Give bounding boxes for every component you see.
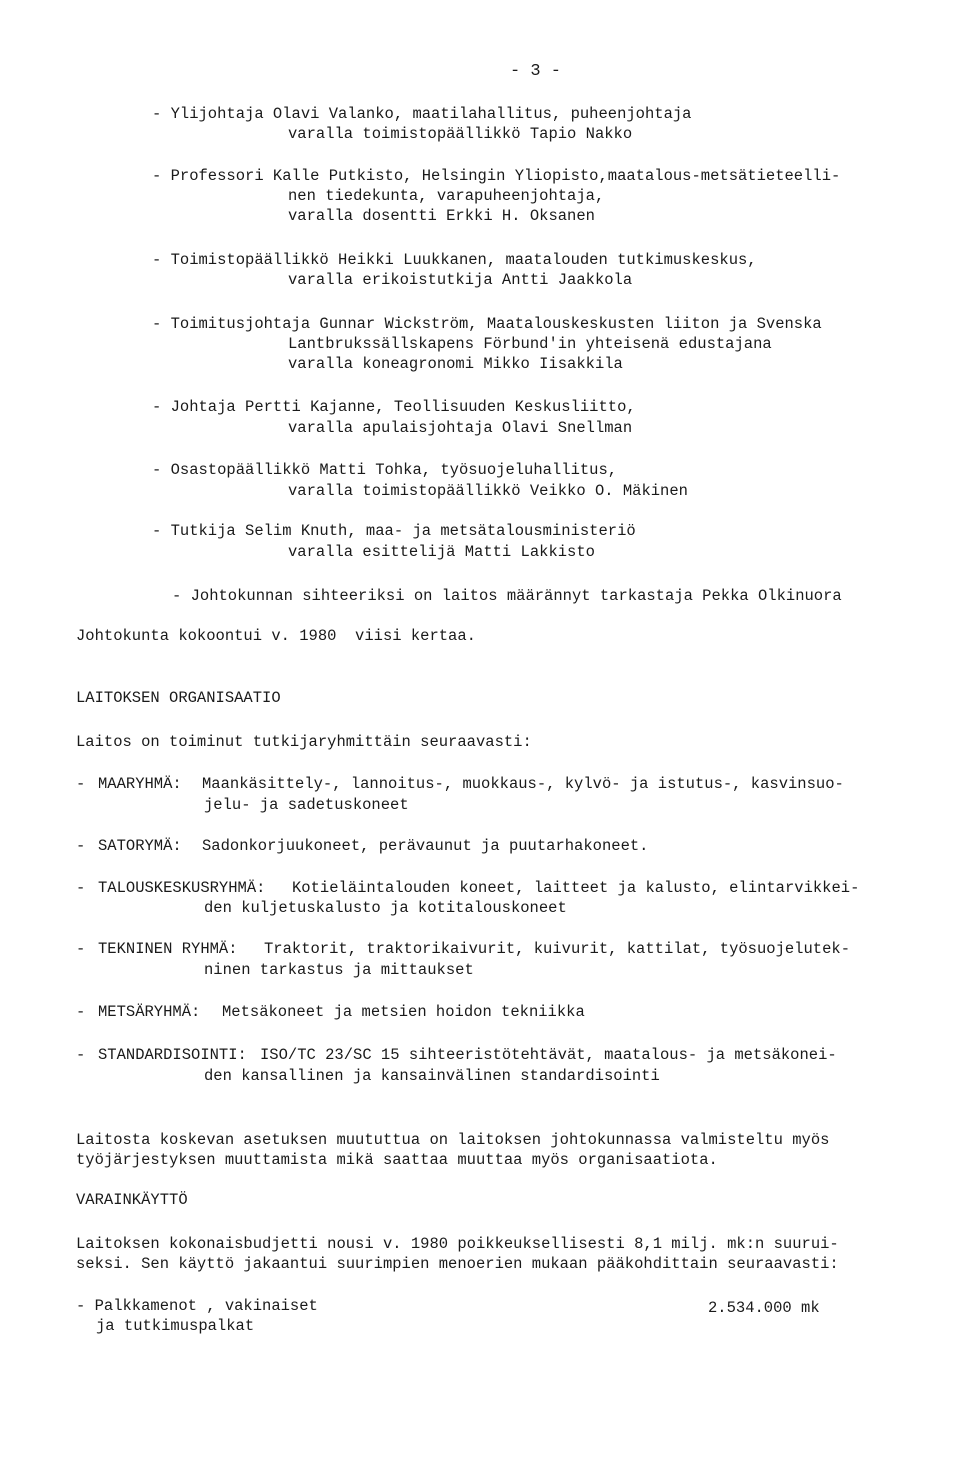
research-group-text: Maankäsittely-, lannoitus-, muokkaus-, kylvö- ja istutus-, kasvinsuo- xyxy=(202,775,844,793)
research-group-continuation: den kansallinen ja kansainvälinen standardisointi xyxy=(204,1067,660,1085)
funds-intro-line: seksi. Sen käyttö jakaantui suurimpien menoerien mukaan pääkohdittain seuraavasti: xyxy=(76,1255,839,1273)
secretary-line: - Johtokunnan sihteeriksi on laitos määrännyt tarkastaja Pekka Olkinuora xyxy=(172,587,842,605)
research-group-label: SATORYMÄ: xyxy=(98,837,182,855)
org-note-line: Laitosta koskevan asetuksen muututtua on laitoksen johtokunnassa valmisteltu myös xyxy=(76,1131,830,1149)
board-member-deputy: varalla erikoistutkija Antti Jaakkola xyxy=(288,271,633,289)
research-group-label: TALOUSKESKUSRYHMÄ: xyxy=(98,879,266,897)
research-group-text: ISO/TC 23/SC 15 sihteeristötehtävät, maatalous- ja metsäkonei- xyxy=(260,1046,837,1064)
meetings-line: Johtokunta kokoontui v. 1980 viisi kertaa. xyxy=(76,627,476,645)
funds-intro-line: Laitoksen kokonaisbudjetti nousi v. 1980 poikkeuksellisesti 8,1 milj. mk:n suurui- xyxy=(76,1235,839,1253)
research-group-continuation: den kuljetuskalusto ja kotitalouskoneet xyxy=(204,899,567,917)
research-group-label: TEKNINEN RYHMÄ: xyxy=(98,940,238,958)
board-member-line: - Ylijohtaja Olavi Valanko, maatilahallitus, puheenjohtaja xyxy=(152,105,692,123)
board-member-deputy: varalla toimistopäällikkö Veikko O. Mäkinen xyxy=(288,482,688,500)
board-member-line: - Toimitusjohtaja Gunnar Wickström, Maatalouskeskusten liiton ja Svenska xyxy=(152,315,822,333)
org-heading: LAITOKSEN ORGANISAATIO xyxy=(76,689,281,707)
board-member-deputy: varalla toimistopäällikkö Tapio Nakko xyxy=(288,125,633,143)
research-group-label: MAARYHMÄ: xyxy=(98,775,182,793)
research-group-label: METSÄRYHMÄ: xyxy=(98,1003,201,1021)
funds-heading: VARAINKÄYTTÖ xyxy=(76,1191,188,1209)
board-member-line: Lantbrukssällskapens Förbund'in yhteisenä edustajana xyxy=(288,335,772,353)
research-group-text: Metsäkoneet ja metsien hoidon tekniikka xyxy=(222,1003,585,1021)
list-dash: - xyxy=(76,879,86,897)
board-member-line: - Toimistopäällikkö Heikki Luukkanen, maatalouden tutkimuskeskus, xyxy=(152,251,757,269)
research-group-continuation: jelu- ja sadetuskoneet xyxy=(204,796,409,814)
board-member-line: nen tiedekunta, varapuheenjohtaja, xyxy=(288,187,605,205)
list-dash: - xyxy=(76,775,86,793)
list-dash: - xyxy=(76,940,86,958)
research-group-text: Sadonkorjuukoneet, perävaunut ja puutarhakoneet. xyxy=(202,837,649,855)
budget-item-label-cont: ja tutkimuspalkat xyxy=(96,1317,255,1335)
research-group-label: STANDARDISOINTI: xyxy=(98,1046,247,1064)
org-intro: Laitos on toiminut tutkijaryhmittäin seuraavasti: xyxy=(76,733,532,751)
list-dash: - xyxy=(76,1003,86,1021)
board-member-line: - Professori Kalle Putkisto, Helsingin Yliopisto,maatalous-metsätieteelli- xyxy=(152,167,841,185)
board-member-deputy: varalla esittelijä Matti Lakkisto xyxy=(288,543,595,561)
budget-item-label: - Palkkamenot , vakinaiset xyxy=(76,1297,318,1315)
research-group-text: Kotieläintalouden koneet, laitteet ja kalusto, elintarvikkei- xyxy=(292,879,860,897)
list-dash: - xyxy=(76,1046,86,1064)
board-member-line: - Johtaja Pertti Kajanne, Teollisuuden Keskusliitto, xyxy=(152,398,636,416)
org-note-line: työjärjestyksen muuttamista mikä saattaa muuttaa myös organisaatiota. xyxy=(76,1151,718,1169)
board-member-line: - Tutkija Selim Knuth, maa- ja metsätalousministeriö xyxy=(152,522,636,540)
board-member-line: - Osastopäällikkö Matti Tohka, työsuojeluhallitus, xyxy=(152,461,618,479)
board-member-deputy: varalla koneagronomi Mikko Iisakkila xyxy=(288,355,623,373)
list-dash: - xyxy=(76,837,86,855)
research-group-continuation: ninen tarkastus ja mittaukset xyxy=(204,961,474,979)
research-group-text: Traktorit, traktorikaivurit, kuivurit, kattilat, työsuojelutek- xyxy=(264,940,850,958)
board-member-deputy: varalla dosentti Erkki H. Oksanen xyxy=(288,207,595,225)
page-number: - 3 - xyxy=(510,62,562,81)
budget-item-amount: 2.534.000 mk xyxy=(708,1299,820,1317)
board-member-deputy: varalla apulaisjohtaja Olavi Snellman xyxy=(288,419,633,437)
